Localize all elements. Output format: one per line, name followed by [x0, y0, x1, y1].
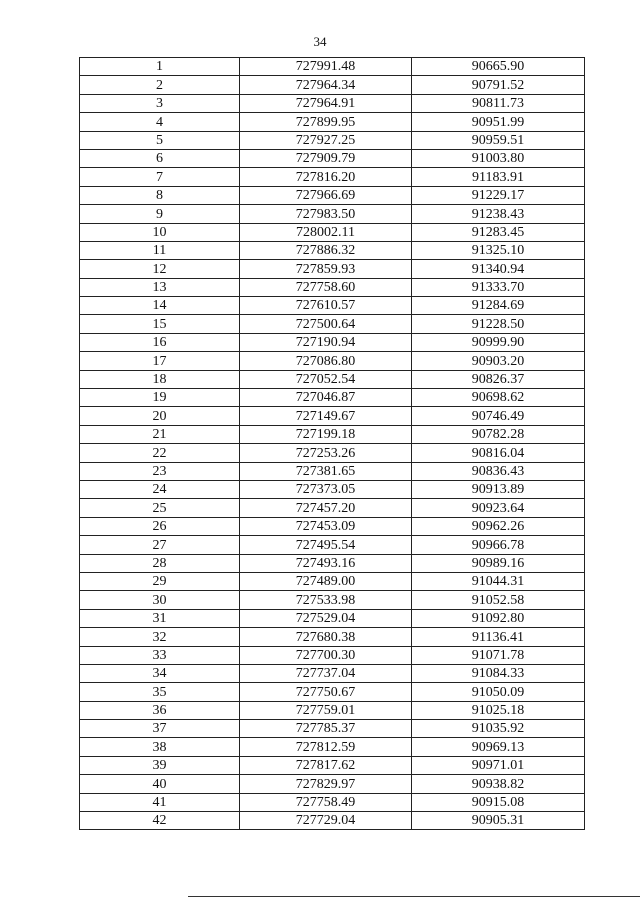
x-coordinate-cell: 728002.11 [240, 223, 412, 241]
x-coordinate-cell: 727500.64 [240, 315, 412, 333]
y-coordinate-cell: 90826.37 [412, 370, 585, 388]
x-coordinate-cell: 727964.91 [240, 94, 412, 112]
point-number-cell: 17 [80, 352, 240, 370]
y-coordinate-cell: 91333.70 [412, 278, 585, 296]
table-row [80, 370, 585, 388]
x-coordinate-cell: 727991.48 [240, 58, 412, 76]
y-coordinate-cell: 90665.90 [412, 58, 585, 76]
point-number-cell: 26 [80, 517, 240, 535]
table-row [80, 186, 585, 204]
x-coordinate-cell: 727964.34 [240, 76, 412, 94]
y-coordinate-cell: 90989.16 [412, 554, 585, 572]
table-row [80, 425, 585, 443]
point-number-cell: 39 [80, 756, 240, 774]
x-coordinate-cell: 727816.20 [240, 168, 412, 186]
x-coordinate-cell: 727886.32 [240, 241, 412, 259]
table-row [80, 168, 585, 186]
point-number-cell: 10 [80, 223, 240, 241]
table-row [80, 205, 585, 223]
x-coordinate-cell: 727253.26 [240, 444, 412, 462]
y-coordinate-cell: 91136.41 [412, 628, 585, 646]
point-number-cell: 6 [80, 149, 240, 167]
x-coordinate-cell: 727758.49 [240, 793, 412, 811]
x-coordinate-cell: 727529.04 [240, 609, 412, 627]
table-row [80, 149, 585, 167]
y-coordinate-cell: 90923.64 [412, 499, 585, 517]
y-coordinate-cell: 91044.31 [412, 572, 585, 590]
point-number-cell: 23 [80, 462, 240, 480]
point-number-cell: 35 [80, 683, 240, 701]
y-coordinate-cell: 90782.28 [412, 425, 585, 443]
y-coordinate-cell: 90913.89 [412, 480, 585, 498]
y-coordinate-cell: 91035.92 [412, 720, 585, 738]
table-row [80, 591, 585, 609]
x-coordinate-cell: 727381.65 [240, 462, 412, 480]
point-number-cell: 4 [80, 113, 240, 131]
table-row [80, 499, 585, 517]
table-row [80, 572, 585, 590]
y-coordinate-cell: 91284.69 [412, 297, 585, 315]
x-coordinate-cell: 727759.01 [240, 701, 412, 719]
table-row [80, 389, 585, 407]
y-coordinate-cell: 90791.52 [412, 76, 585, 94]
table-row [80, 94, 585, 112]
x-coordinate-cell: 727457.20 [240, 499, 412, 517]
x-coordinate-cell: 727785.37 [240, 720, 412, 738]
y-coordinate-cell: 90905.31 [412, 812, 585, 830]
point-number-cell: 18 [80, 370, 240, 388]
y-coordinate-cell: 90951.99 [412, 113, 585, 131]
table-row [80, 352, 585, 370]
point-number-cell: 25 [80, 499, 240, 517]
x-coordinate-cell: 727899.95 [240, 113, 412, 131]
y-coordinate-cell: 90962.26 [412, 517, 585, 535]
point-number-cell: 22 [80, 444, 240, 462]
table-row [80, 407, 585, 425]
point-number-cell: 40 [80, 775, 240, 793]
y-coordinate-cell: 90966.78 [412, 536, 585, 554]
table-row [80, 278, 585, 296]
table-row [80, 131, 585, 149]
x-coordinate-cell: 727199.18 [240, 425, 412, 443]
point-number-cell: 27 [80, 536, 240, 554]
x-coordinate-cell: 727966.69 [240, 186, 412, 204]
x-coordinate-cell: 727812.59 [240, 738, 412, 756]
table-row [80, 480, 585, 498]
table-row [80, 517, 585, 535]
x-coordinate-cell: 727495.54 [240, 536, 412, 554]
y-coordinate-cell: 91228.50 [412, 315, 585, 333]
point-number-cell: 1 [80, 58, 240, 76]
y-coordinate-cell: 91340.94 [412, 260, 585, 278]
point-number-cell: 8 [80, 186, 240, 204]
table-row [80, 462, 585, 480]
x-coordinate-cell: 727758.60 [240, 278, 412, 296]
table-row [80, 58, 585, 76]
table-row [80, 738, 585, 756]
point-number-cell: 34 [80, 664, 240, 682]
point-number-cell: 19 [80, 389, 240, 407]
table-row [80, 775, 585, 793]
y-coordinate-cell: 91050.09 [412, 683, 585, 701]
y-coordinate-cell: 91052.58 [412, 591, 585, 609]
point-number-cell: 12 [80, 260, 240, 278]
point-number-cell: 32 [80, 628, 240, 646]
x-coordinate-cell: 727909.79 [240, 149, 412, 167]
x-coordinate-cell: 727610.57 [240, 297, 412, 315]
table-row [80, 683, 585, 701]
table-row [80, 701, 585, 719]
x-coordinate-cell: 727817.62 [240, 756, 412, 774]
x-coordinate-cell: 727046.87 [240, 389, 412, 407]
point-number-cell: 14 [80, 297, 240, 315]
point-number-cell: 30 [80, 591, 240, 609]
x-coordinate-cell: 727086.80 [240, 352, 412, 370]
x-coordinate-cell: 727737.04 [240, 664, 412, 682]
x-coordinate-cell: 727149.67 [240, 407, 412, 425]
x-coordinate-cell: 727680.38 [240, 628, 412, 646]
point-number-cell: 36 [80, 701, 240, 719]
table-row [80, 536, 585, 554]
y-coordinate-cell: 90938.82 [412, 775, 585, 793]
table-row [80, 241, 585, 259]
point-number-cell: 29 [80, 572, 240, 590]
table-row [80, 720, 585, 738]
point-number-cell: 13 [80, 278, 240, 296]
coordinates-table [79, 57, 585, 830]
y-coordinate-cell: 91238.43 [412, 205, 585, 223]
x-coordinate-cell: 727829.97 [240, 775, 412, 793]
y-coordinate-cell: 91325.10 [412, 241, 585, 259]
page-number: 34 [313, 34, 327, 49]
y-coordinate-cell: 90816.04 [412, 444, 585, 462]
y-coordinate-cell: 91084.33 [412, 664, 585, 682]
y-coordinate-cell: 90903.20 [412, 352, 585, 370]
y-coordinate-cell: 90999.90 [412, 333, 585, 351]
x-coordinate-cell: 727052.54 [240, 370, 412, 388]
point-number-cell: 11 [80, 241, 240, 259]
point-number-cell: 20 [80, 407, 240, 425]
point-number-cell: 9 [80, 205, 240, 223]
y-coordinate-cell: 90811.73 [412, 94, 585, 112]
table-row [80, 113, 585, 131]
table-row [80, 223, 585, 241]
y-coordinate-cell: 90969.13 [412, 738, 585, 756]
table-row [80, 315, 585, 333]
point-number-cell: 21 [80, 425, 240, 443]
table-row [80, 812, 585, 830]
y-coordinate-cell: 91183.91 [412, 168, 585, 186]
y-coordinate-cell: 91283.45 [412, 223, 585, 241]
table-row [80, 333, 585, 351]
point-number-cell: 41 [80, 793, 240, 811]
table-row [80, 554, 585, 572]
x-coordinate-cell: 727489.00 [240, 572, 412, 590]
point-number-cell: 3 [80, 94, 240, 112]
point-number-cell: 31 [80, 609, 240, 627]
point-number-cell: 15 [80, 315, 240, 333]
table-row [80, 646, 585, 664]
x-coordinate-cell: 727700.30 [240, 646, 412, 664]
point-number-cell: 24 [80, 480, 240, 498]
x-coordinate-cell: 727750.67 [240, 683, 412, 701]
x-coordinate-cell: 727453.09 [240, 517, 412, 535]
y-coordinate-cell: 90915.08 [412, 793, 585, 811]
table-row [80, 756, 585, 774]
y-coordinate-cell: 90971.01 [412, 756, 585, 774]
x-coordinate-cell: 727493.16 [240, 554, 412, 572]
x-coordinate-cell: 727533.98 [240, 591, 412, 609]
table-row [80, 628, 585, 646]
y-coordinate-cell: 90959.51 [412, 131, 585, 149]
table-row [80, 793, 585, 811]
y-coordinate-cell: 90698.62 [412, 389, 585, 407]
coordinates-table-body [80, 58, 585, 830]
point-number-cell: 28 [80, 554, 240, 572]
point-number-cell: 38 [80, 738, 240, 756]
point-number-cell: 42 [80, 812, 240, 830]
table-row [80, 76, 585, 94]
point-number-cell: 16 [80, 333, 240, 351]
y-coordinate-cell: 91229.17 [412, 186, 585, 204]
y-coordinate-cell: 91025.18 [412, 701, 585, 719]
x-coordinate-cell: 727859.93 [240, 260, 412, 278]
y-coordinate-cell: 90836.43 [412, 462, 585, 480]
point-number-cell: 7 [80, 168, 240, 186]
x-coordinate-cell: 727729.04 [240, 812, 412, 830]
point-number-cell: 37 [80, 720, 240, 738]
x-coordinate-cell: 727927.25 [240, 131, 412, 149]
bottom-rule [188, 896, 640, 897]
table-row [80, 609, 585, 627]
table-row [80, 444, 585, 462]
point-number-cell: 5 [80, 131, 240, 149]
point-number-cell: 2 [80, 76, 240, 94]
y-coordinate-cell: 90746.49 [412, 407, 585, 425]
y-coordinate-cell: 91003.80 [412, 149, 585, 167]
table-row [80, 664, 585, 682]
x-coordinate-cell: 727983.50 [240, 205, 412, 223]
x-coordinate-cell: 727190.94 [240, 333, 412, 351]
table-row [80, 297, 585, 315]
point-number-cell: 33 [80, 646, 240, 664]
table-row [80, 260, 585, 278]
y-coordinate-cell: 91092.80 [412, 609, 585, 627]
y-coordinate-cell: 91071.78 [412, 646, 585, 664]
x-coordinate-cell: 727373.05 [240, 480, 412, 498]
